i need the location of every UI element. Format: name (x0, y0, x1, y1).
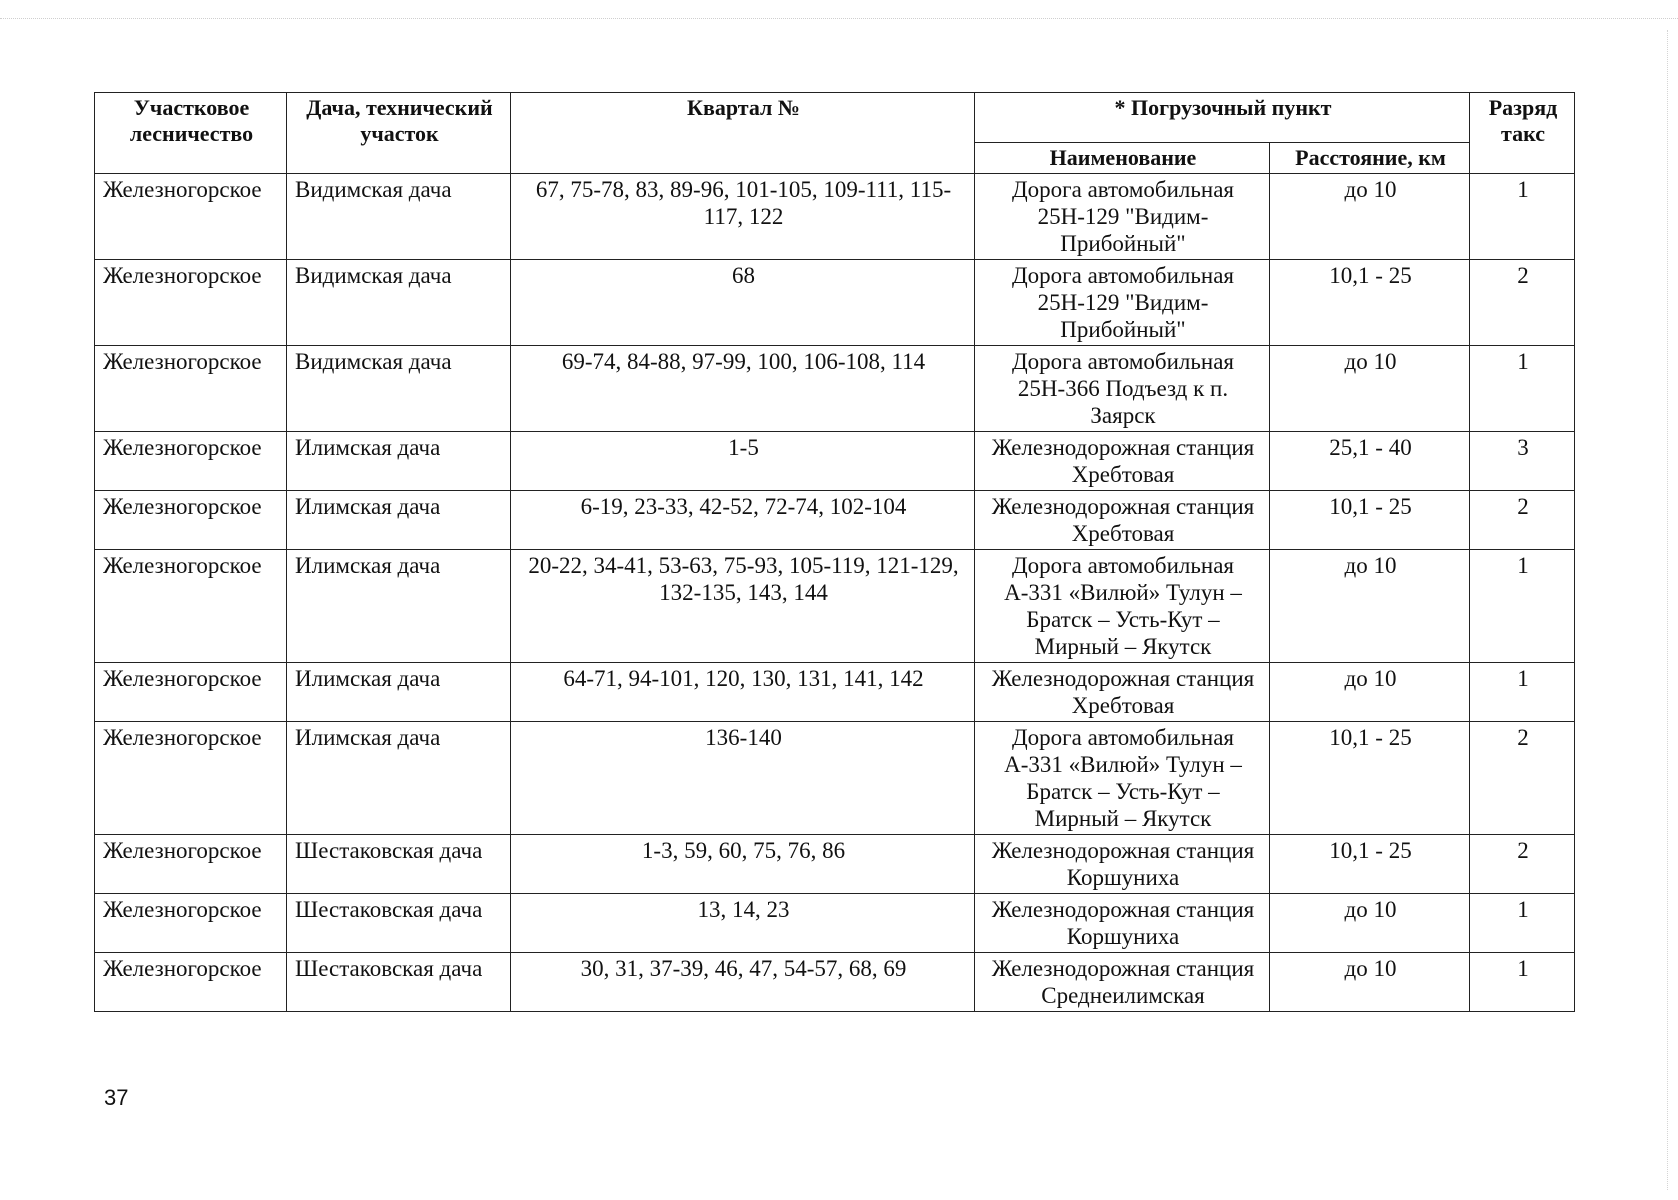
cell-distance: 10,1 - 25 (1270, 260, 1470, 346)
cell-loading-point: Дорога автомобильная А-331 «Вилюй» Тулун – Братск – Усть-Кут – Мирный – Якутск (975, 722, 1270, 835)
table-row (95, 260, 1575, 346)
scan-right-dotted-edge (1667, 30, 1668, 1190)
cell-tax-rank: 1 (1470, 174, 1575, 260)
cell-dacha: Илимская дача (287, 491, 511, 550)
cell-dacha: Видимская дача (287, 174, 511, 260)
scan-top-dotted-line (0, 18, 1678, 19)
cell-tax-rank: 2 (1470, 260, 1575, 346)
cell-forestry: Железногорское (95, 722, 287, 835)
cell-tax-rank: 2 (1470, 491, 1575, 550)
cell-tax-rank: 2 (1470, 835, 1575, 894)
cell-forestry: Железногорское (95, 550, 287, 663)
cell-loading-point: Дорога автомобильная 25Н-129 "Видим-Прибойный" (975, 174, 1270, 260)
table-header (95, 93, 1575, 174)
cell-distance: до 10 (1270, 953, 1470, 1012)
cell-tax-rank: 1 (1470, 894, 1575, 953)
cell-dacha: Илимская дача (287, 663, 511, 722)
cell-quarters: 136-140 (511, 722, 975, 835)
loading-points-table (94, 92, 1575, 1012)
cell-quarters: 67, 75-78, 83, 89-96, 101-105, 109-111, 115-117, 122 (511, 174, 975, 260)
cell-distance: до 10 (1270, 174, 1470, 260)
cell-loading-point: Дорога автомобильная 25Н-366 Подъезд к п. Заярск (975, 346, 1270, 432)
cell-forestry: Железногорское (95, 491, 287, 550)
cell-forestry: Железногорское (95, 260, 287, 346)
table-row (95, 550, 1575, 663)
header-name: Наименование (975, 143, 1270, 174)
header-distance: Расстояние, км (1270, 143, 1470, 174)
cell-distance: до 10 (1270, 663, 1470, 722)
cell-forestry: Железногорское (95, 835, 287, 894)
cell-dacha: Видимская дача (287, 346, 511, 432)
cell-loading-point: Дорога автомобильная 25Н-129 "Видим-Прибойный" (975, 260, 1270, 346)
cell-loading-point: Железнодорожная станция Коршуниха (975, 894, 1270, 953)
table-row (95, 835, 1575, 894)
header-dacha: Дача, технический участок (287, 93, 511, 174)
table-row (95, 346, 1575, 432)
cell-loading-point: Дорога автомобильная А-331 «Вилюй» Тулун – Братск – Усть-Кут – Мирный – Якутск (975, 550, 1270, 663)
cell-dacha: Шестаковская дача (287, 835, 511, 894)
cell-loading-point: Железнодорожная станция Хребтовая (975, 663, 1270, 722)
table-row (95, 894, 1575, 953)
table-row (95, 491, 1575, 550)
cell-distance: 25,1 - 40 (1270, 432, 1470, 491)
cell-forestry: Железногорское (95, 953, 287, 1012)
cell-dacha: Илимская дача (287, 550, 511, 663)
table-row (95, 722, 1575, 835)
table-row (95, 174, 1575, 260)
cell-forestry: Железногорское (95, 432, 287, 491)
cell-loading-point: Железнодорожная станция Хребтовая (975, 491, 1270, 550)
cell-tax-rank: 2 (1470, 722, 1575, 835)
cell-dacha: Илимская дача (287, 722, 511, 835)
cell-dacha: Видимская дача (287, 260, 511, 346)
cell-distance: 10,1 - 25 (1270, 835, 1470, 894)
header-tax-rank: Разряд такс (1470, 93, 1575, 174)
cell-quarters: 30, 31, 37-39, 46, 47, 54-57, 68, 69 (511, 953, 975, 1012)
cell-distance: до 10 (1270, 894, 1470, 953)
cell-quarters: 1-5 (511, 432, 975, 491)
cell-quarters: 13, 14, 23 (511, 894, 975, 953)
cell-dacha: Шестаковская дача (287, 894, 511, 953)
cell-loading-point: Железнодорожная станция Среднеилимская (975, 953, 1270, 1012)
table-row (95, 663, 1575, 722)
cell-quarters: 68 (511, 260, 975, 346)
header-loading-point: * Погрузочный пункт (975, 93, 1470, 143)
header-quarter: Квартал № (511, 93, 975, 174)
cell-forestry: Железногорское (95, 894, 287, 953)
table-row (95, 432, 1575, 491)
page-number: 37 (104, 1085, 129, 1110)
cell-quarters: 64-71, 94-101, 120, 130, 131, 141, 142 (511, 663, 975, 722)
cell-tax-rank: 1 (1470, 953, 1575, 1012)
table-row (95, 953, 1575, 1012)
cell-quarters: 20-22, 34-41, 53-63, 75-93, 105-119, 121-129, 132-135, 143, 144 (511, 550, 975, 663)
cell-loading-point: Железнодорожная станция Коршуниха (975, 835, 1270, 894)
cell-loading-point: Железнодорожная станция Хребтовая (975, 432, 1270, 491)
cell-dacha: Шестаковская дача (287, 953, 511, 1012)
cell-quarters: 69-74, 84-88, 97-99, 100, 106-108, 114 (511, 346, 975, 432)
cell-forestry: Железногорское (95, 346, 287, 432)
cell-forestry: Железногорское (95, 663, 287, 722)
table-body (95, 174, 1575, 1012)
cell-tax-rank: 1 (1470, 550, 1575, 663)
cell-distance: до 10 (1270, 550, 1470, 663)
cell-dacha: Илимская дача (287, 432, 511, 491)
cell-tax-rank: 1 (1470, 663, 1575, 722)
cell-forestry: Железногорское (95, 174, 287, 260)
cell-tax-rank: 3 (1470, 432, 1575, 491)
header-forestry: Участковое лесничество (95, 93, 287, 174)
cell-quarters: 1-3, 59, 60, 75, 76, 86 (511, 835, 975, 894)
cell-distance: 10,1 - 25 (1270, 722, 1470, 835)
cell-distance: 10,1 - 25 (1270, 491, 1470, 550)
cell-distance: до 10 (1270, 346, 1470, 432)
cell-quarters: 6-19, 23-33, 42-52, 72-74, 102-104 (511, 491, 975, 550)
cell-tax-rank: 1 (1470, 346, 1575, 432)
